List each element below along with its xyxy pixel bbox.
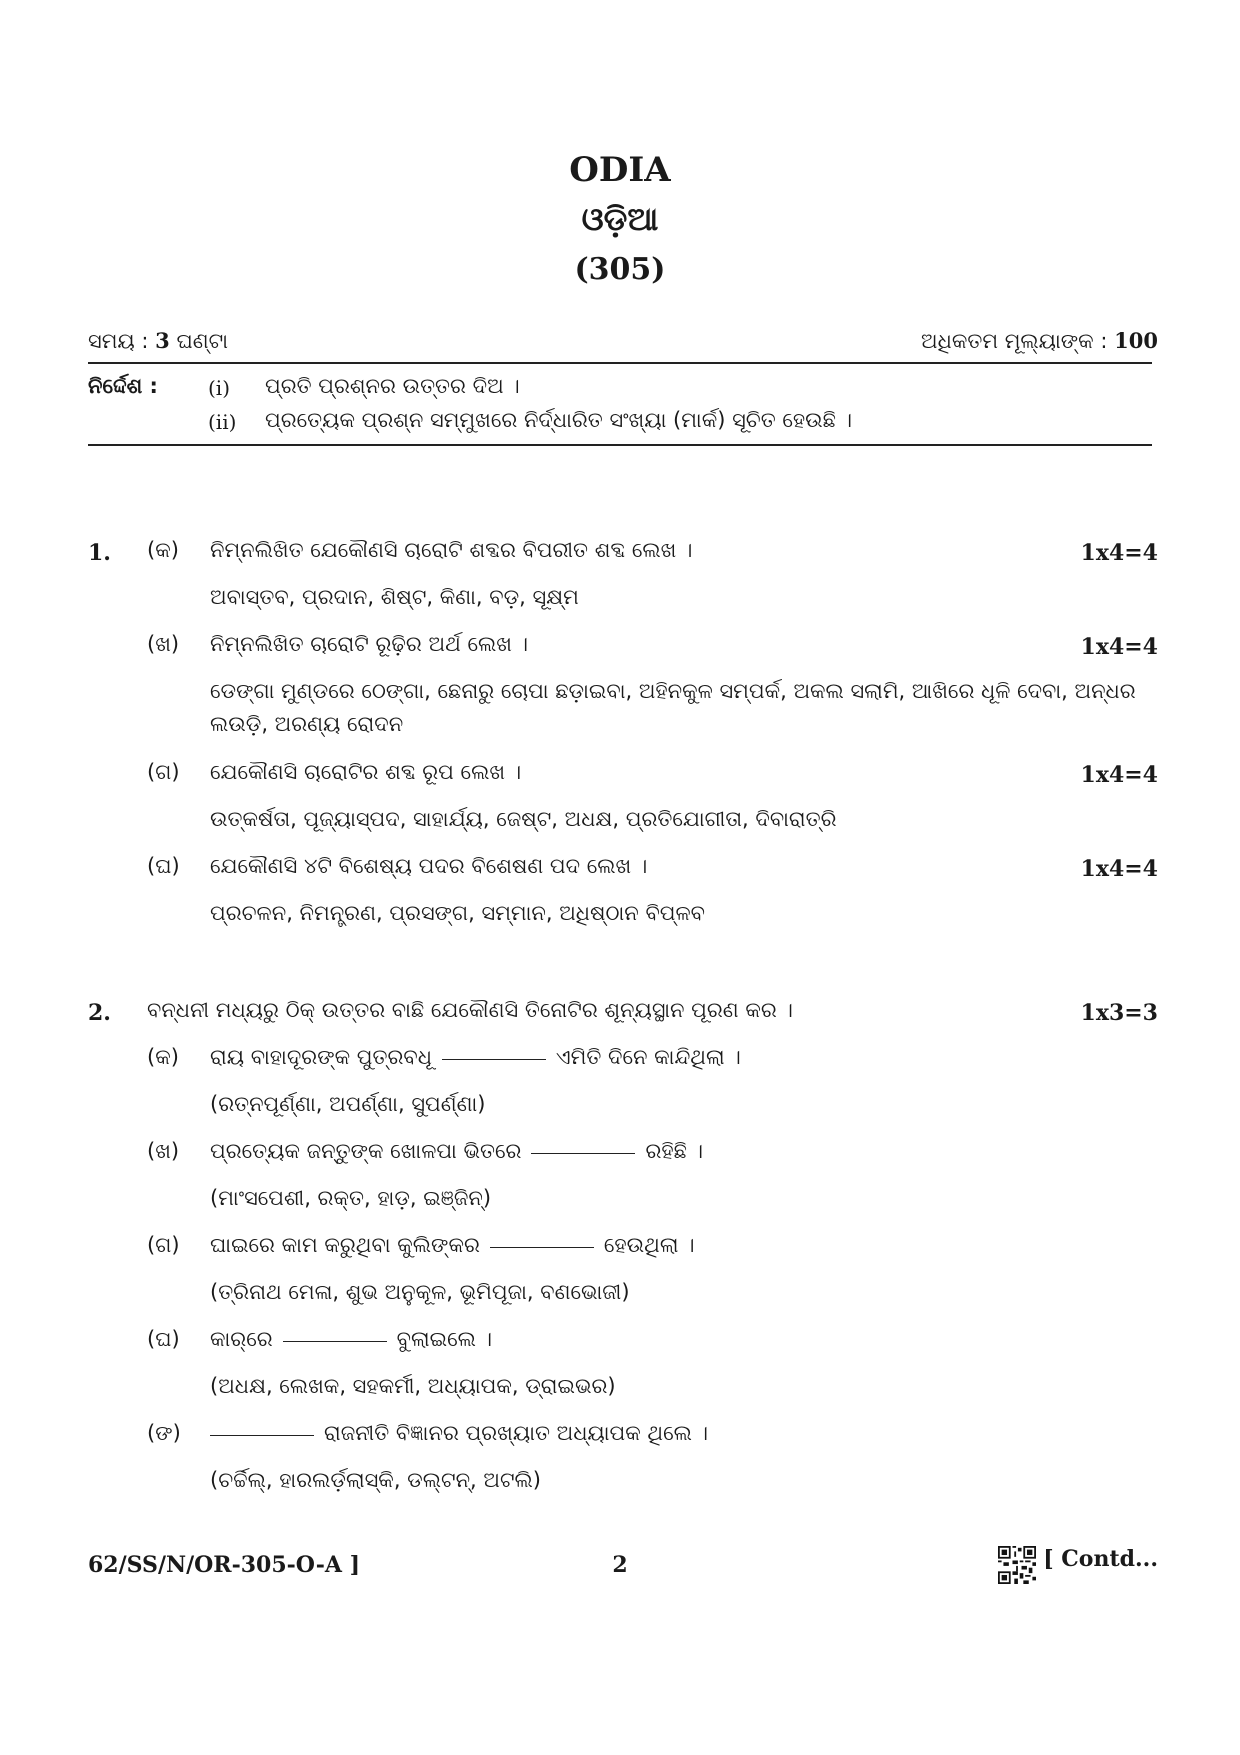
blank-line bbox=[490, 1247, 594, 1248]
sub-question-label: (ଖ) bbox=[147, 632, 180, 656]
fill-blank-sentence bbox=[210, 1327, 492, 1352]
sentence-start: ରାୟ ବାହାଦୂରଙ୍କ ପୁତ୍ରବଧୂ bbox=[210, 1045, 432, 1069]
sub-question-label: (ଘ) bbox=[147, 854, 180, 878]
sub-question-prompt: ଯେକୌଣସି ଚାରୋଟିର ଶବ୍ଦ ରୂପ ଲେଖ । bbox=[210, 760, 522, 784]
instruction-text: ପ୍ରତ୍ୟେକ ପ୍ରଶ୍ନ ସମ୍ମୁଖରେ ନିର୍ଦ୍ଧାରିତ ସଂଖ୍ୟା (ମାର୍କ) ସୂଚିତ ହେଉଛି । bbox=[265, 408, 853, 432]
word-list: ପ୍ରଚଳନ, ନିମନ୍ତ୍ରଣ, ପ୍ରସଙ୍ଗ, ସମ୍ମାନ, ଅଧିଷ୍ଠାନ ବିପ୍ଳବ bbox=[210, 901, 705, 925]
sub-question-label: (ଖ) bbox=[147, 1139, 180, 1163]
sentence-end: ଏମିତି ଦିନେ କାନ୍ଦିଥିଲା । bbox=[555, 1045, 741, 1069]
marks-allotted: 1x4=4 bbox=[1080, 634, 1158, 660]
answer-options: (ରତ୍ନପୂର୍ଣ୍ଣା, ଅପର୍ଣ୍ଣା, ସୁପର୍ଣ୍ଣା) bbox=[210, 1092, 486, 1116]
marks-allotted: 1x4=4 bbox=[1080, 762, 1158, 788]
qr-code-icon bbox=[998, 1546, 1036, 1584]
sentence-end: ରହିଛି । bbox=[645, 1139, 704, 1163]
fill-blank-sentence bbox=[210, 1421, 708, 1446]
answer-options: (ତ୍ରିନାଥ ମେଳା, ଶୁଭ ଅନୁକୂଳ, ଭୂମିପୂଜା, ବଣଭୋଜୀ) bbox=[210, 1280, 630, 1304]
max-marks-label: ଅଧିକତମ ମୂଲ୍ୟାଙ୍କ : bbox=[921, 329, 1108, 353]
question-number: 2. bbox=[88, 1000, 111, 1026]
fill-blank-sentence bbox=[210, 1139, 703, 1164]
idiom-list: ଡେଙ୍ଗା ମୁଣ୍ଡରେ ଠେଙ୍ଗା, ଛେନାରୁ ଚୋପା ଛଡ଼ାଇବା, ଅହିନକୁଳ ସମ୍ପର୍କ, ଅକଲ ସଲାମି, ଆଖିରେ ଧୂଳି ଦେବା, ଅନ୍ଧର bbox=[210, 679, 1136, 703]
blank-line bbox=[531, 1153, 635, 1154]
marks-allotted: 1x3=3 bbox=[1080, 1000, 1158, 1026]
sub-question-label: (ଘ) bbox=[147, 1327, 180, 1351]
instruction-number: (i) bbox=[208, 376, 231, 400]
sub-question-prompt: ଯେକୌଣସି ୪ଟି ବିଶେଷ୍ୟ ପଦର ବିଶେଷଣ ପଦ ଲେଖ । bbox=[210, 854, 648, 878]
marks-allotted: 1x4=4 bbox=[1080, 856, 1158, 882]
sentence-start: କାର୍‌ରେ bbox=[210, 1327, 273, 1351]
fill-blank-sentence bbox=[210, 1045, 741, 1070]
continued-note: [ Contd... bbox=[1043, 1546, 1158, 1572]
blank-line bbox=[210, 1435, 314, 1436]
max-marks-value: 100 bbox=[1114, 328, 1158, 353]
time-label: ସମୟ : bbox=[88, 329, 149, 353]
maximum-marks bbox=[921, 328, 1158, 354]
sub-question-label: (ଗ) bbox=[147, 760, 180, 784]
answer-options: (ମାଂସପେଶୀ, ରକ୍ତ, ହାଡ଼, ଇଞ୍ଜିନ୍) bbox=[210, 1186, 492, 1210]
time-allowed bbox=[88, 328, 228, 354]
page-number: 2 bbox=[612, 1552, 628, 1578]
instruction-text: ପ୍ରତି ପ୍ରଶ୍ନର ଉତ୍ତର ଦିଅ । bbox=[265, 374, 520, 398]
fill-blank-sentence bbox=[210, 1233, 695, 1258]
word-list: ଉତ୍କର୍ଷତା, ପୂଜ୍ୟାସ୍ପଦ, ସାହାର୍ଯ୍ୟ, ଜେଷ୍ଟ, ଅଧକ୍ଷ, ପ୍ରତିଯୋଗୀତା, ଦିବାରାତ୍ରି bbox=[210, 807, 837, 831]
blank-line bbox=[442, 1059, 546, 1060]
answer-options: (ଚର୍ଚ୍ଚିଲ୍, ହାରଲର୍ଡ଼ଲାସ୍କି, ଡଲ୍‌ଟନ୍, ଅଟଲି) bbox=[210, 1468, 541, 1492]
sub-question-label: (ଗ) bbox=[147, 1233, 180, 1257]
sub-question-label: (କ) bbox=[147, 1045, 179, 1069]
instructions-label: ନିର୍ଦ୍ଦେଶ : bbox=[88, 374, 158, 398]
sub-question-prompt: ନିମ୍ନଲିଖିତ ଚାରୋଟି ରୂଢ଼ିର ଅର୍ଥ ଲେଖ । bbox=[210, 632, 529, 656]
sub-question-prompt: ନିମ୍ନଲିଖିତ ଯେକୌଣସି ଚାରୋଟି ଶବ୍ଦର ବିପରୀତ ଶବ୍ଦ ଲେଖ । bbox=[210, 538, 693, 562]
blank-line bbox=[283, 1341, 387, 1342]
word-list: ଅବାସ୍ତବ, ପ୍ରଦାନ, ଶିଷ୍ଟ, କିଣା, ବଡ଼, ସୂକ୍ଷ୍ମ bbox=[210, 585, 579, 609]
time-unit: ଘଣ୍ଟା bbox=[176, 329, 228, 353]
answer-options: (ଅଧକ୍ଷ, ଲେଖକ, ସହକର୍ମୀ, ଅଧ୍ୟାପକ, ଡ୍ରାଇଭର) bbox=[210, 1374, 616, 1398]
question-prompt: ବନ୍ଧନୀ ମଧ୍ୟରୁ ଠିକ୍ ଉତ୍ତର ବାଛି ଯେକୌଣସି ତିନୋଟିର ଶୂନ୍ୟସ୍ଥାନ ପୂରଣ କର । bbox=[147, 998, 793, 1022]
sentence-end: ରାଜନୀତି ବିଜ୍ଞାନର ପ୍ରଖ୍ୟାତ ଅଧ୍ୟାପକ ଥିଲେ । bbox=[324, 1421, 709, 1445]
subject-title-english: ODIA bbox=[569, 150, 671, 190]
sentence-start: ପ୍ରତ୍ୟେକ ଜନ୍ତୁଙ୍କ ଖୋଳପା ଭିତରେ bbox=[210, 1139, 522, 1163]
marks-allotted: 1x4=4 bbox=[1080, 540, 1158, 566]
sentence-end: ବୁଲାଇଲେ । bbox=[396, 1327, 493, 1351]
instructions-divider bbox=[88, 444, 1152, 446]
idiom-list-continued: ଲଉଡ଼ି, ଅରଣ୍ୟ ରୋଦନ bbox=[210, 712, 404, 736]
question-number: 1. bbox=[88, 540, 111, 566]
sentence-end: ହେଉଥିଲା । bbox=[603, 1233, 695, 1257]
time-value: 3 bbox=[155, 328, 170, 353]
instruction-number: (ii) bbox=[208, 410, 237, 434]
sub-question-label: (ଙ) bbox=[147, 1421, 181, 1445]
sub-question-label: (କ) bbox=[147, 538, 179, 562]
subject-code: (305) bbox=[574, 252, 666, 287]
header-divider bbox=[88, 362, 1152, 364]
sentence-start: ଘାଇରେ କାମ କରୁଥିବା କୁଲିଙ୍କର bbox=[210, 1233, 480, 1257]
paper-code: 62/SS/N/OR-305-O-A ] bbox=[88, 1552, 360, 1578]
subject-title-odia: ଓଡ଼ିଆ bbox=[581, 200, 659, 238]
